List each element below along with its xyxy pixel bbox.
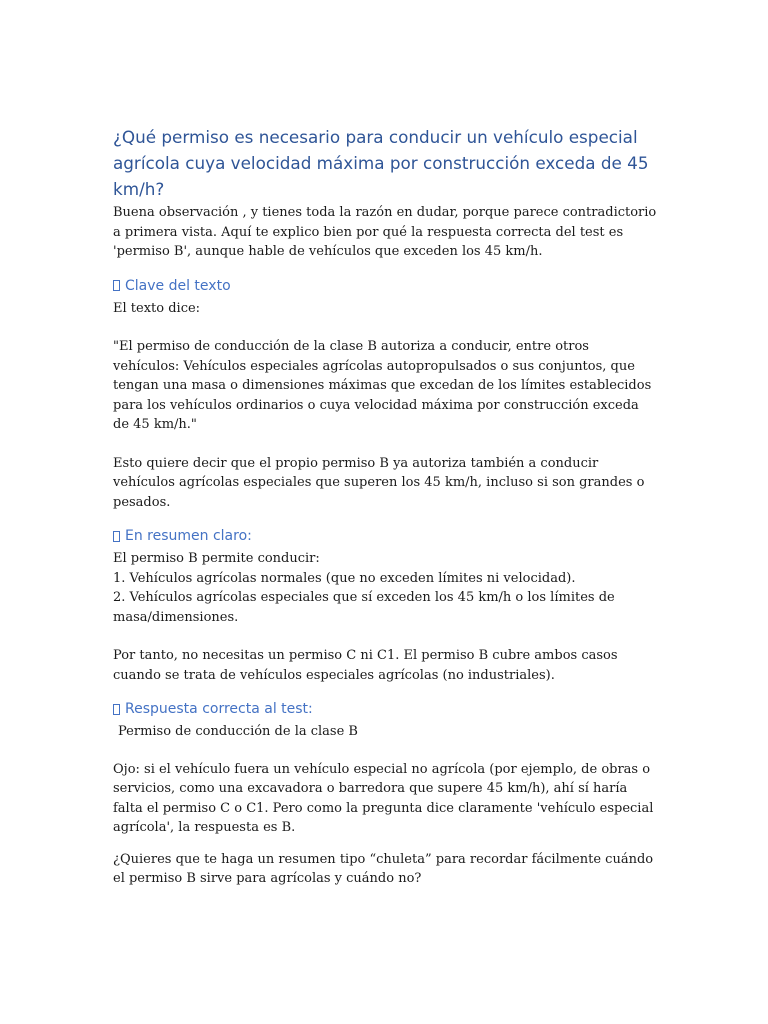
answer-text: Permiso de conducción de la clase B	[118, 724, 358, 739]
paragraph: El permiso B permite conducir:	[113, 551, 320, 566]
section-heading-label: Clave del texto	[125, 277, 231, 294]
section-heading-clave	[113, 276, 658, 296]
list-item: 1. Vehículos agrícolas normales (que no exceden límites ni velocidad).	[113, 570, 576, 586]
missing-glyph-icon	[113, 280, 120, 291]
section-heading-respuesta	[113, 699, 658, 719]
paragraph: Por tanto, no necesitas un permiso C ni C1. El permiso B cubre ambos casos cuando se trata de vehículos especiales agrícolas (no industriales).	[113, 648, 618, 683]
section-heading-label: Respuesta correcta al test:	[125, 701, 313, 717]
missing-glyph-icon	[113, 531, 120, 542]
document-body	[113, 124, 658, 889]
paragraph: Esto quiere decir que el propio permiso B ya autoriza también a conducir vehículos agrícolas especiales que superen los 45 km/h, incluso si son grandes o pesados.	[113, 455, 645, 510]
list-item: 2. Vehículos agrícolas especiales que sí exceden los 45 km/h o los límites de masa/dimensiones.	[113, 590, 615, 625]
missing-glyph-icon	[113, 704, 120, 715]
intro-paragraph: Buena observación , y tienes toda la razón en dudar, porque parece contradictorio a primera vista. Aquí te explico bien por qué la respuesta correcta del test es 'permiso B', aunque hable de vehículos que exceden los 45 km/h.	[113, 205, 657, 259]
section-heading-label: En resumen claro:	[125, 528, 252, 544]
note-paragraph: Ojo: si el vehículo fuera un vehículo especial no agrícola (por ejemplo, de obras o servicios, como una excavadora o barredora que supere 45 km/h), ahí sí haría falta el permiso C o C1. Pero como la pregunta dice claramente 'vehículo especial agrícola', la respuesta es B.	[113, 761, 654, 835]
section-heading-resumen	[113, 526, 658, 546]
quote-paragraph: "El permiso de conducción de la clase B autoriza a conducir, entre otros vehículos: Vehículos especiales agrícolas autopropulsados o sus conjuntos, que tengan una masa o dimensiones máximas que excedan de los límites establecidos para los vehículos ordinarios o cuya velocidad máxima por construcción exceda de 45 km/h."	[113, 339, 652, 432]
page-title: ¿Qué permiso es necesario para conducir un vehículo especial agrícola cuya velocidad máxima por construcción exceda de 45 km/h?	[113, 127, 649, 199]
closing-question: ¿Quieres que te haga un resumen tipo “chuleta” para recordar fácilmente cuándo el permiso B sirve para agrícolas y cuándo no?	[113, 851, 654, 886]
paragraph: El texto dice:	[113, 300, 201, 316]
